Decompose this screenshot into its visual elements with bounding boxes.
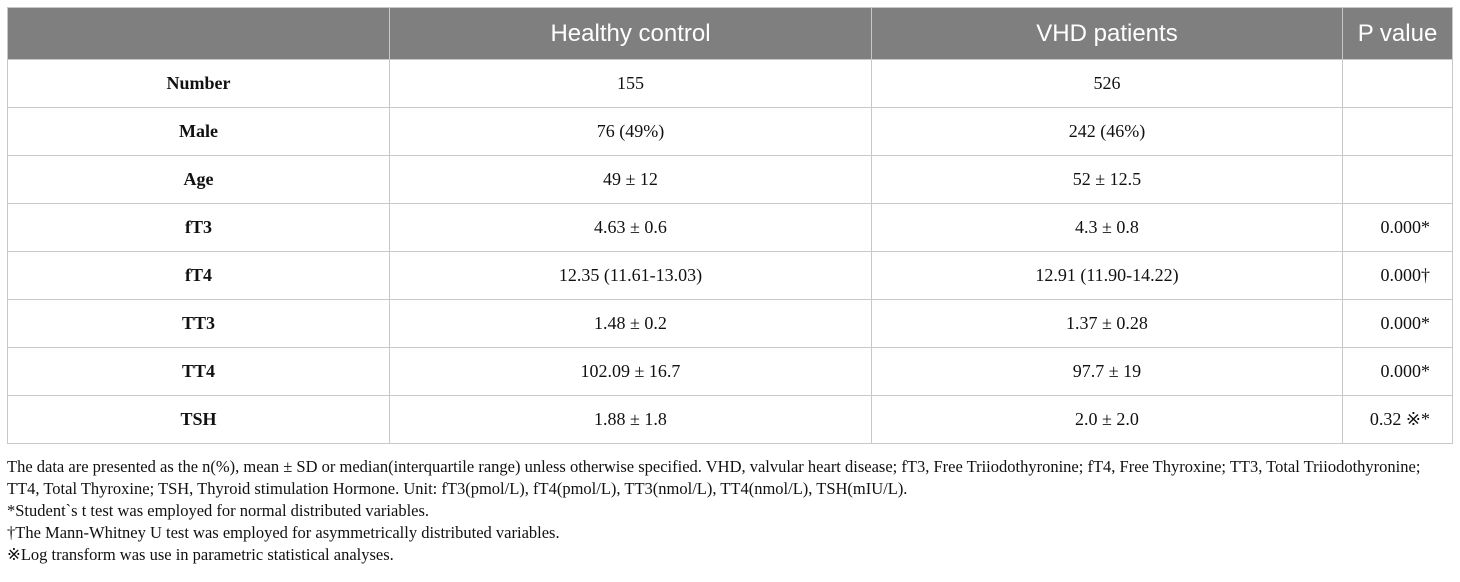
cell-healthy: 49 ± 12 xyxy=(390,156,872,204)
header-empty xyxy=(8,8,390,60)
cell-p-value xyxy=(1343,156,1453,204)
cell-healthy: 1.48 ± 0.2 xyxy=(390,300,872,348)
header-vhd-patients: VHD patients xyxy=(872,8,1343,60)
cell-p-value: 0.000* xyxy=(1343,204,1453,252)
table-row xyxy=(8,252,1453,300)
cell-vhd: 12.91 (11.90-14.22) xyxy=(872,252,1343,300)
row-label: Male xyxy=(8,108,390,156)
cell-vhd: 242 (46%) xyxy=(872,108,1343,156)
cell-p-value xyxy=(1343,60,1453,108)
cell-p-value: 0.000* xyxy=(1343,300,1453,348)
data-table-container xyxy=(7,7,1452,444)
cell-vhd: 1.37 ± 0.28 xyxy=(872,300,1343,348)
cell-p-value xyxy=(1343,108,1453,156)
header-p-value: P value xyxy=(1343,8,1453,60)
row-label: TSH xyxy=(8,396,390,444)
footnote-mann-whitney: †The Mann-Whitney U test was employed for asymmetrically distributed variables. xyxy=(7,523,560,542)
cell-vhd: 4.3 ± 0.8 xyxy=(872,204,1343,252)
cell-healthy: 12.35 (11.61-13.03) xyxy=(390,252,872,300)
table-header-row xyxy=(8,8,1453,60)
cell-p-value: 0.32 ※* xyxy=(1343,396,1453,444)
cell-vhd: 97.7 ± 19 xyxy=(872,348,1343,396)
header-healthy-control: Healthy control xyxy=(390,8,872,60)
table-row xyxy=(8,300,1453,348)
cell-healthy: 102.09 ± 16.7 xyxy=(390,348,872,396)
footnote-log-transform: ※Log transform was use in parametric statistical analyses. xyxy=(7,545,394,564)
row-label: fT3 xyxy=(8,204,390,252)
cell-healthy: 76 (49%) xyxy=(390,108,872,156)
row-label: TT4 xyxy=(8,348,390,396)
row-label: Age xyxy=(8,156,390,204)
table-row xyxy=(8,396,1453,444)
cell-p-value: 0.000† xyxy=(1343,252,1453,300)
table-row xyxy=(8,108,1453,156)
cell-p-value: 0.000* xyxy=(1343,348,1453,396)
footnote-student-t: *Student`s t test was employed for normal distributed variables. xyxy=(7,501,430,520)
thyroid-comparison-table xyxy=(7,7,1453,444)
cell-healthy: 155 xyxy=(390,60,872,108)
table-row xyxy=(8,60,1453,108)
cell-vhd: 52 ± 12.5 xyxy=(872,156,1343,204)
cell-healthy: 4.63 ± 0.6 xyxy=(390,204,872,252)
cell-vhd: 2.0 ± 2.0 xyxy=(872,396,1343,444)
table-row xyxy=(8,156,1453,204)
row-label: TT3 xyxy=(8,300,390,348)
cell-vhd: 526 xyxy=(872,60,1343,108)
row-label: fT4 xyxy=(8,252,390,300)
table-footnotes xyxy=(7,456,1452,566)
footnote-main: The data are presented as the n(%), mean ± SD or median(interquartile range) unless otherwise specified. VHD, valvular heart disease; fT3, Free Triiodothyronine; fT4, Free Thyroxine; TT3, Total Triiodothyronine; TT4, Total Thyroxine; TSH, Thyroid stimulation Hormone. Unit: fT3(pmol/L), fT4(pmol/L), TT3(nmol/L), TT4(nmol/L), TSH(mIU/L). xyxy=(7,457,1421,498)
row-label: Number xyxy=(8,60,390,108)
table-row xyxy=(8,204,1453,252)
table-row xyxy=(8,348,1453,396)
cell-healthy: 1.88 ± 1.8 xyxy=(390,396,872,444)
